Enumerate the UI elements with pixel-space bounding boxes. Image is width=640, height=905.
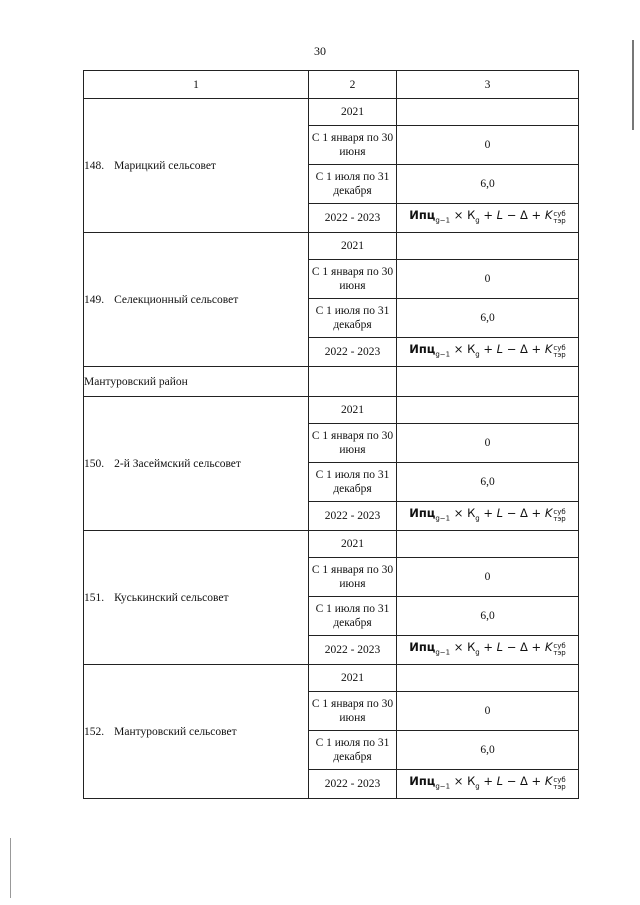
formula-delta: Δ xyxy=(520,342,528,357)
empty-cell xyxy=(397,99,579,126)
formula-k: К xyxy=(467,774,476,789)
formula-kt-sup: суб xyxy=(553,642,566,651)
region-row xyxy=(84,367,579,397)
years-cell: 2022 - 2023 xyxy=(309,204,397,233)
formula-cell xyxy=(397,502,579,531)
value-cell: 0 xyxy=(397,692,579,731)
entry-number: 150. xyxy=(84,457,105,470)
period-cell: С 1 января по 30 июня xyxy=(309,260,397,299)
formula-delta: Δ xyxy=(520,506,528,521)
formula-minus: − xyxy=(506,342,517,357)
table-row xyxy=(84,99,579,126)
formula-base: Ипц xyxy=(409,208,436,223)
formula-plus: + xyxy=(483,208,493,223)
formula-base: Ипц xyxy=(409,506,436,521)
period-cell: С 1 июля по 31 декабря xyxy=(309,731,397,770)
formula-minus: − xyxy=(506,506,517,521)
formula-k-sub: g xyxy=(475,350,480,359)
formula-minus: − xyxy=(506,774,517,789)
formula-times: × xyxy=(453,774,464,789)
formula-kt: K xyxy=(544,342,553,357)
formula-times: × xyxy=(453,506,464,521)
formula-minus: − xyxy=(506,640,517,655)
settlement-cell xyxy=(84,665,309,799)
value-cell: 6,0 xyxy=(397,165,579,204)
formula-l: L xyxy=(496,208,504,223)
page-number: 30 xyxy=(314,44,326,58)
formula-cell xyxy=(397,204,579,233)
formula-kt-sub: тэр xyxy=(553,515,566,524)
value-cell: 6,0 xyxy=(397,463,579,502)
formula-k: К xyxy=(467,640,476,655)
formula-base-sub: g−1 xyxy=(435,782,451,791)
formula-l: L xyxy=(496,774,504,789)
formula-k-sub: g xyxy=(475,782,480,791)
settlement-cell xyxy=(84,233,309,367)
years-cell: 2022 - 2023 xyxy=(309,770,397,799)
table-row xyxy=(84,397,579,424)
formula-base: Ипц xyxy=(409,774,436,789)
value-cell: 6,0 xyxy=(397,299,579,338)
value-cell: 0 xyxy=(397,260,579,299)
value-cell: 0 xyxy=(397,424,579,463)
formula-plus: + xyxy=(531,208,542,223)
formula-base-sub: g−1 xyxy=(435,514,451,523)
tariff-table xyxy=(83,70,579,799)
empty-cell xyxy=(309,367,397,397)
formula-plus: + xyxy=(483,774,493,789)
empty-cell xyxy=(397,531,579,558)
period-cell: С 1 января по 30 июня xyxy=(309,558,397,597)
settlement-name: 2-й Засеймский сельсовет xyxy=(114,457,241,470)
formula-kt-sub: тэр xyxy=(553,649,566,658)
table-row xyxy=(84,665,579,692)
value-cell: 0 xyxy=(397,126,579,165)
settlement-name: Куськинский сельсовет xyxy=(114,591,229,604)
formula-kt-sub: тэр xyxy=(553,217,566,226)
formula-plus: + xyxy=(531,342,542,357)
formula-times: × xyxy=(453,342,464,357)
header-cell-3: 3 xyxy=(397,71,579,99)
formula-kt: K xyxy=(544,208,553,223)
settlement-cell xyxy=(84,397,309,531)
table-row xyxy=(84,531,579,558)
scan-edge-mark-left xyxy=(10,838,11,898)
formula-plus: + xyxy=(483,640,493,655)
formula-l: L xyxy=(496,342,504,357)
formula-kt-sup: суб xyxy=(553,210,566,219)
entry-number: 148. xyxy=(84,159,105,172)
years-cell: 2022 - 2023 xyxy=(309,502,397,531)
formula-kt-index xyxy=(553,509,565,523)
formula-kt-index xyxy=(553,643,565,657)
value-cell: 6,0 xyxy=(397,731,579,770)
formula-kt-sup: суб xyxy=(553,344,566,353)
formula-plus: + xyxy=(483,342,493,357)
formula-plus: + xyxy=(531,506,542,521)
formula-k-sub: g xyxy=(475,216,480,225)
formula-plus: + xyxy=(483,506,493,521)
period-cell: С 1 января по 30 июня xyxy=(309,424,397,463)
year-cell: 2021 xyxy=(309,233,397,260)
settlement-name: Мантуровский сельсовет xyxy=(114,725,237,738)
empty-cell xyxy=(397,233,579,260)
header-cell-1: 1 xyxy=(84,71,309,99)
year-cell: 2021 xyxy=(309,99,397,126)
value-cell: 6,0 xyxy=(397,597,579,636)
formula-k: К xyxy=(467,506,476,521)
header-row xyxy=(84,71,579,99)
formula-k: К xyxy=(467,208,476,223)
formula-cell xyxy=(397,636,579,665)
formula-kt-index xyxy=(553,777,565,791)
formula-kt-index xyxy=(553,211,565,225)
formula-base: Ипц xyxy=(409,640,436,655)
years-cell: 2022 - 2023 xyxy=(309,636,397,665)
settlement-name: Марицкий сельсовет xyxy=(114,159,216,172)
value-cell: 0 xyxy=(397,558,579,597)
settlement-cell xyxy=(84,531,309,665)
entry-number: 152. xyxy=(84,725,105,738)
period-cell: С 1 января по 30 июня xyxy=(309,126,397,165)
settlement-name: Селекционный сельсовет xyxy=(114,293,239,306)
empty-cell xyxy=(397,665,579,692)
scan-edge-mark xyxy=(632,40,634,130)
formula-kt-sub: тэр xyxy=(553,351,566,360)
formula-times: × xyxy=(453,208,464,223)
formula-kt-sup: суб xyxy=(553,776,566,785)
formula-cell xyxy=(397,338,579,367)
settlement-cell xyxy=(84,99,309,233)
formula-l: L xyxy=(496,640,504,655)
formula-delta: Δ xyxy=(520,640,528,655)
year-cell: 2021 xyxy=(309,397,397,424)
years-cell: 2022 - 2023 xyxy=(309,338,397,367)
formula-kt-sup: суб xyxy=(553,508,566,517)
formula-delta: Δ xyxy=(520,208,528,223)
year-cell: 2021 xyxy=(309,665,397,692)
formula-plus: + xyxy=(531,640,542,655)
header-cell-2: 2 xyxy=(309,71,397,99)
formula-k: К xyxy=(467,342,476,357)
formula-plus: + xyxy=(531,774,542,789)
entry-number: 151. xyxy=(84,591,105,604)
formula-cell xyxy=(397,770,579,799)
formula-kt: K xyxy=(544,506,553,521)
period-cell: С 1 июля по 31 декабря xyxy=(309,463,397,502)
region-name: Мантуровский район xyxy=(84,367,309,397)
formula-l: L xyxy=(496,506,504,521)
formula-kt-index xyxy=(553,345,565,359)
period-cell: С 1 июля по 31 декабря xyxy=(309,299,397,338)
formula-base-sub: g−1 xyxy=(435,350,451,359)
empty-cell xyxy=(397,397,579,424)
formula-base-sub: g−1 xyxy=(435,648,451,657)
formula-kt-sub: тэр xyxy=(553,783,566,792)
formula-base: Ипц xyxy=(409,342,436,357)
formula-base-sub: g−1 xyxy=(435,216,451,225)
period-cell: С 1 июля по 31 декабря xyxy=(309,597,397,636)
formula-times: × xyxy=(453,640,464,655)
period-cell: С 1 июля по 31 декабря xyxy=(309,165,397,204)
formula-kt: K xyxy=(544,640,553,655)
table-row xyxy=(84,233,579,260)
formula-k-sub: g xyxy=(475,514,480,523)
entry-number: 149. xyxy=(84,293,105,306)
empty-cell xyxy=(397,367,579,397)
formula-minus: − xyxy=(506,208,517,223)
formula-k-sub: g xyxy=(475,648,480,657)
period-cell: С 1 января по 30 июня xyxy=(309,692,397,731)
formula-delta: Δ xyxy=(520,774,528,789)
formula-kt: K xyxy=(544,774,553,789)
year-cell: 2021 xyxy=(309,531,397,558)
